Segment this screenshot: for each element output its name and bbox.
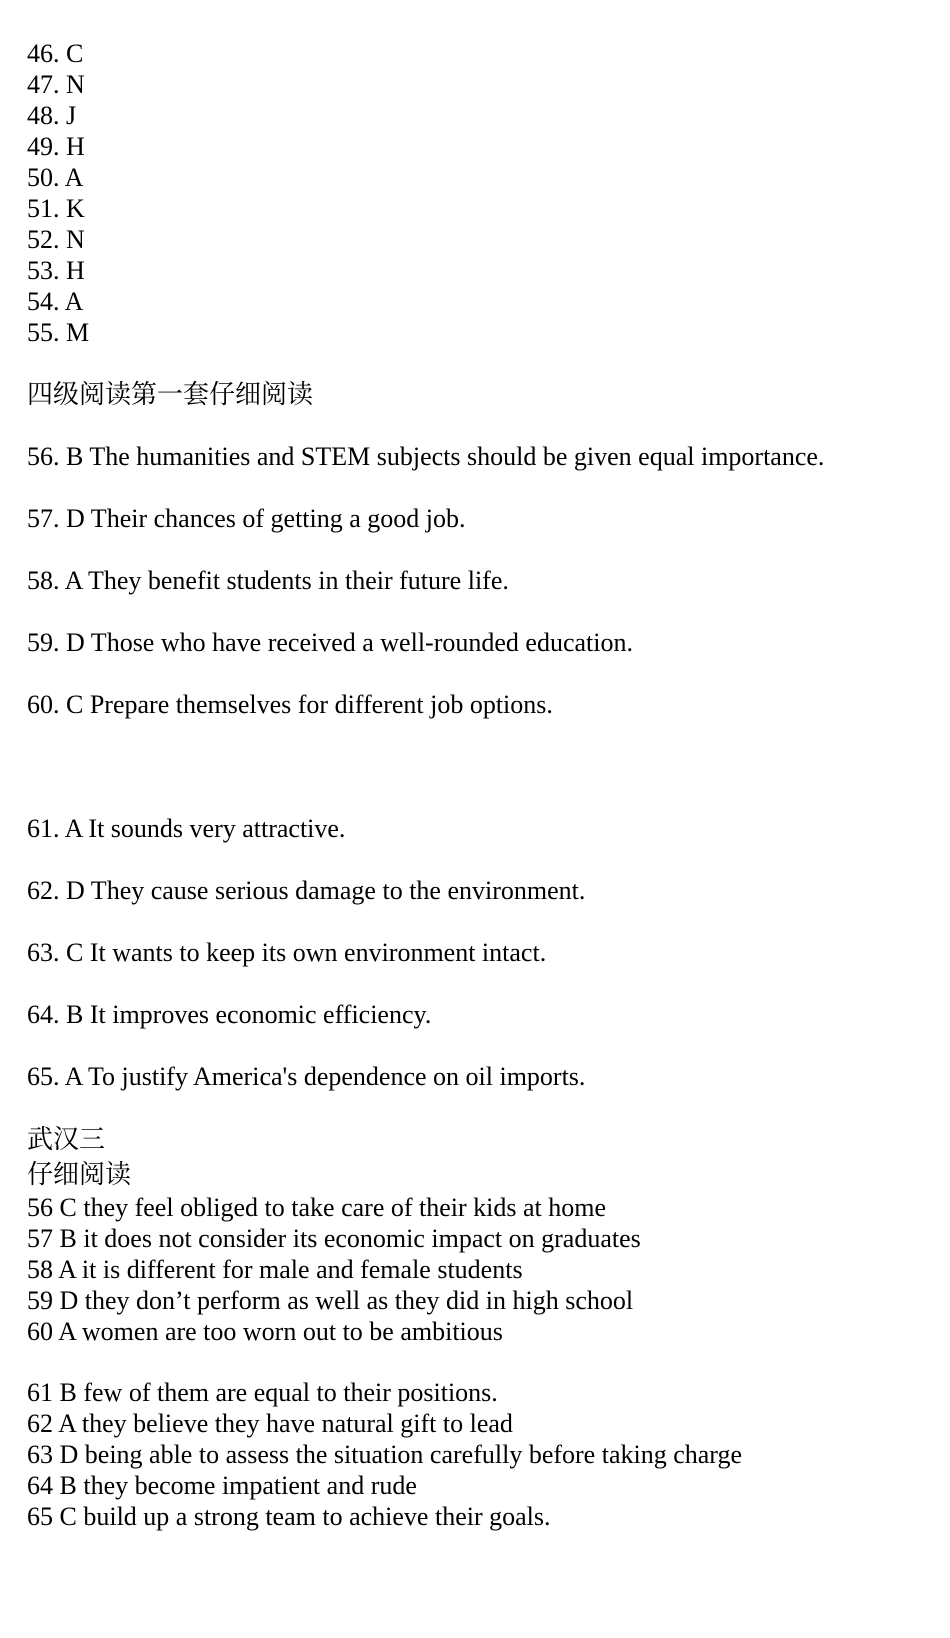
- answer-line: 64 B they become impatient and rude: [27, 1471, 417, 1500]
- answer-line: 65 C build up a strong team to achieve their goals.: [27, 1502, 551, 1531]
- answer-line: 63 D being able to assess the situation carefully before taking charge: [27, 1440, 743, 1469]
- answer-line: 57 B it does not consider its economic impact on graduates: [27, 1224, 641, 1253]
- answer-line: 63. C It wants to keep its own environment intact.: [27, 938, 547, 967]
- answer-line: 51. K: [27, 194, 85, 223]
- answer-line: 59. D Those who have received a well-rounded education.: [27, 628, 633, 657]
- answer-line: 56 C they feel obliged to take care of their kids at home: [27, 1193, 607, 1222]
- answer-line: 61 B few of them are equal to their positions.: [27, 1378, 498, 1407]
- answer-line: 50. A: [27, 163, 84, 192]
- answer-line: 65. A To justify America's dependence on oil imports.: [27, 1062, 586, 1091]
- answer-line: 49. H: [27, 132, 85, 161]
- answer-line: 61. A It sounds very attractive.: [27, 814, 346, 843]
- answer-line: 55. M: [27, 318, 90, 347]
- section-subheading: 仔细阅读: [27, 1160, 132, 1189]
- answer-line: 47. N: [27, 70, 85, 99]
- section-heading: 武汉三: [27, 1125, 106, 1154]
- answer-line: 53. H: [27, 256, 85, 285]
- answer-line: 58 A it is different for male and female students: [27, 1255, 523, 1284]
- answer-line: 52. N: [27, 225, 85, 254]
- answer-line: 60 A women are too worn out to be ambitious: [27, 1317, 503, 1346]
- answer-line: 64. B It improves economic efficiency.: [27, 1000, 432, 1029]
- answer-line: 60. C Prepare themselves for different job options.: [27, 690, 553, 719]
- answer-line: 62 A they believe they have natural gift to lead: [27, 1409, 513, 1438]
- answer-line: 58. A They benefit students in their future life.: [27, 566, 509, 595]
- section-heading: 四级阅读第一套仔细阅读: [27, 380, 314, 409]
- answer-line: 48. J: [27, 101, 77, 130]
- answer-line: 62. D They cause serious damage to the environment.: [27, 876, 586, 905]
- answer-line: 46. C: [27, 39, 84, 68]
- answer-line: 56. B The humanities and STEM subjects should be given equal importance.: [27, 442, 825, 471]
- answer-line: 59 D they don’t perform as well as they did in high school: [27, 1286, 634, 1315]
- answer-line: 57. D Their chances of getting a good job.: [27, 504, 466, 533]
- answer-line: 54. A: [27, 287, 84, 316]
